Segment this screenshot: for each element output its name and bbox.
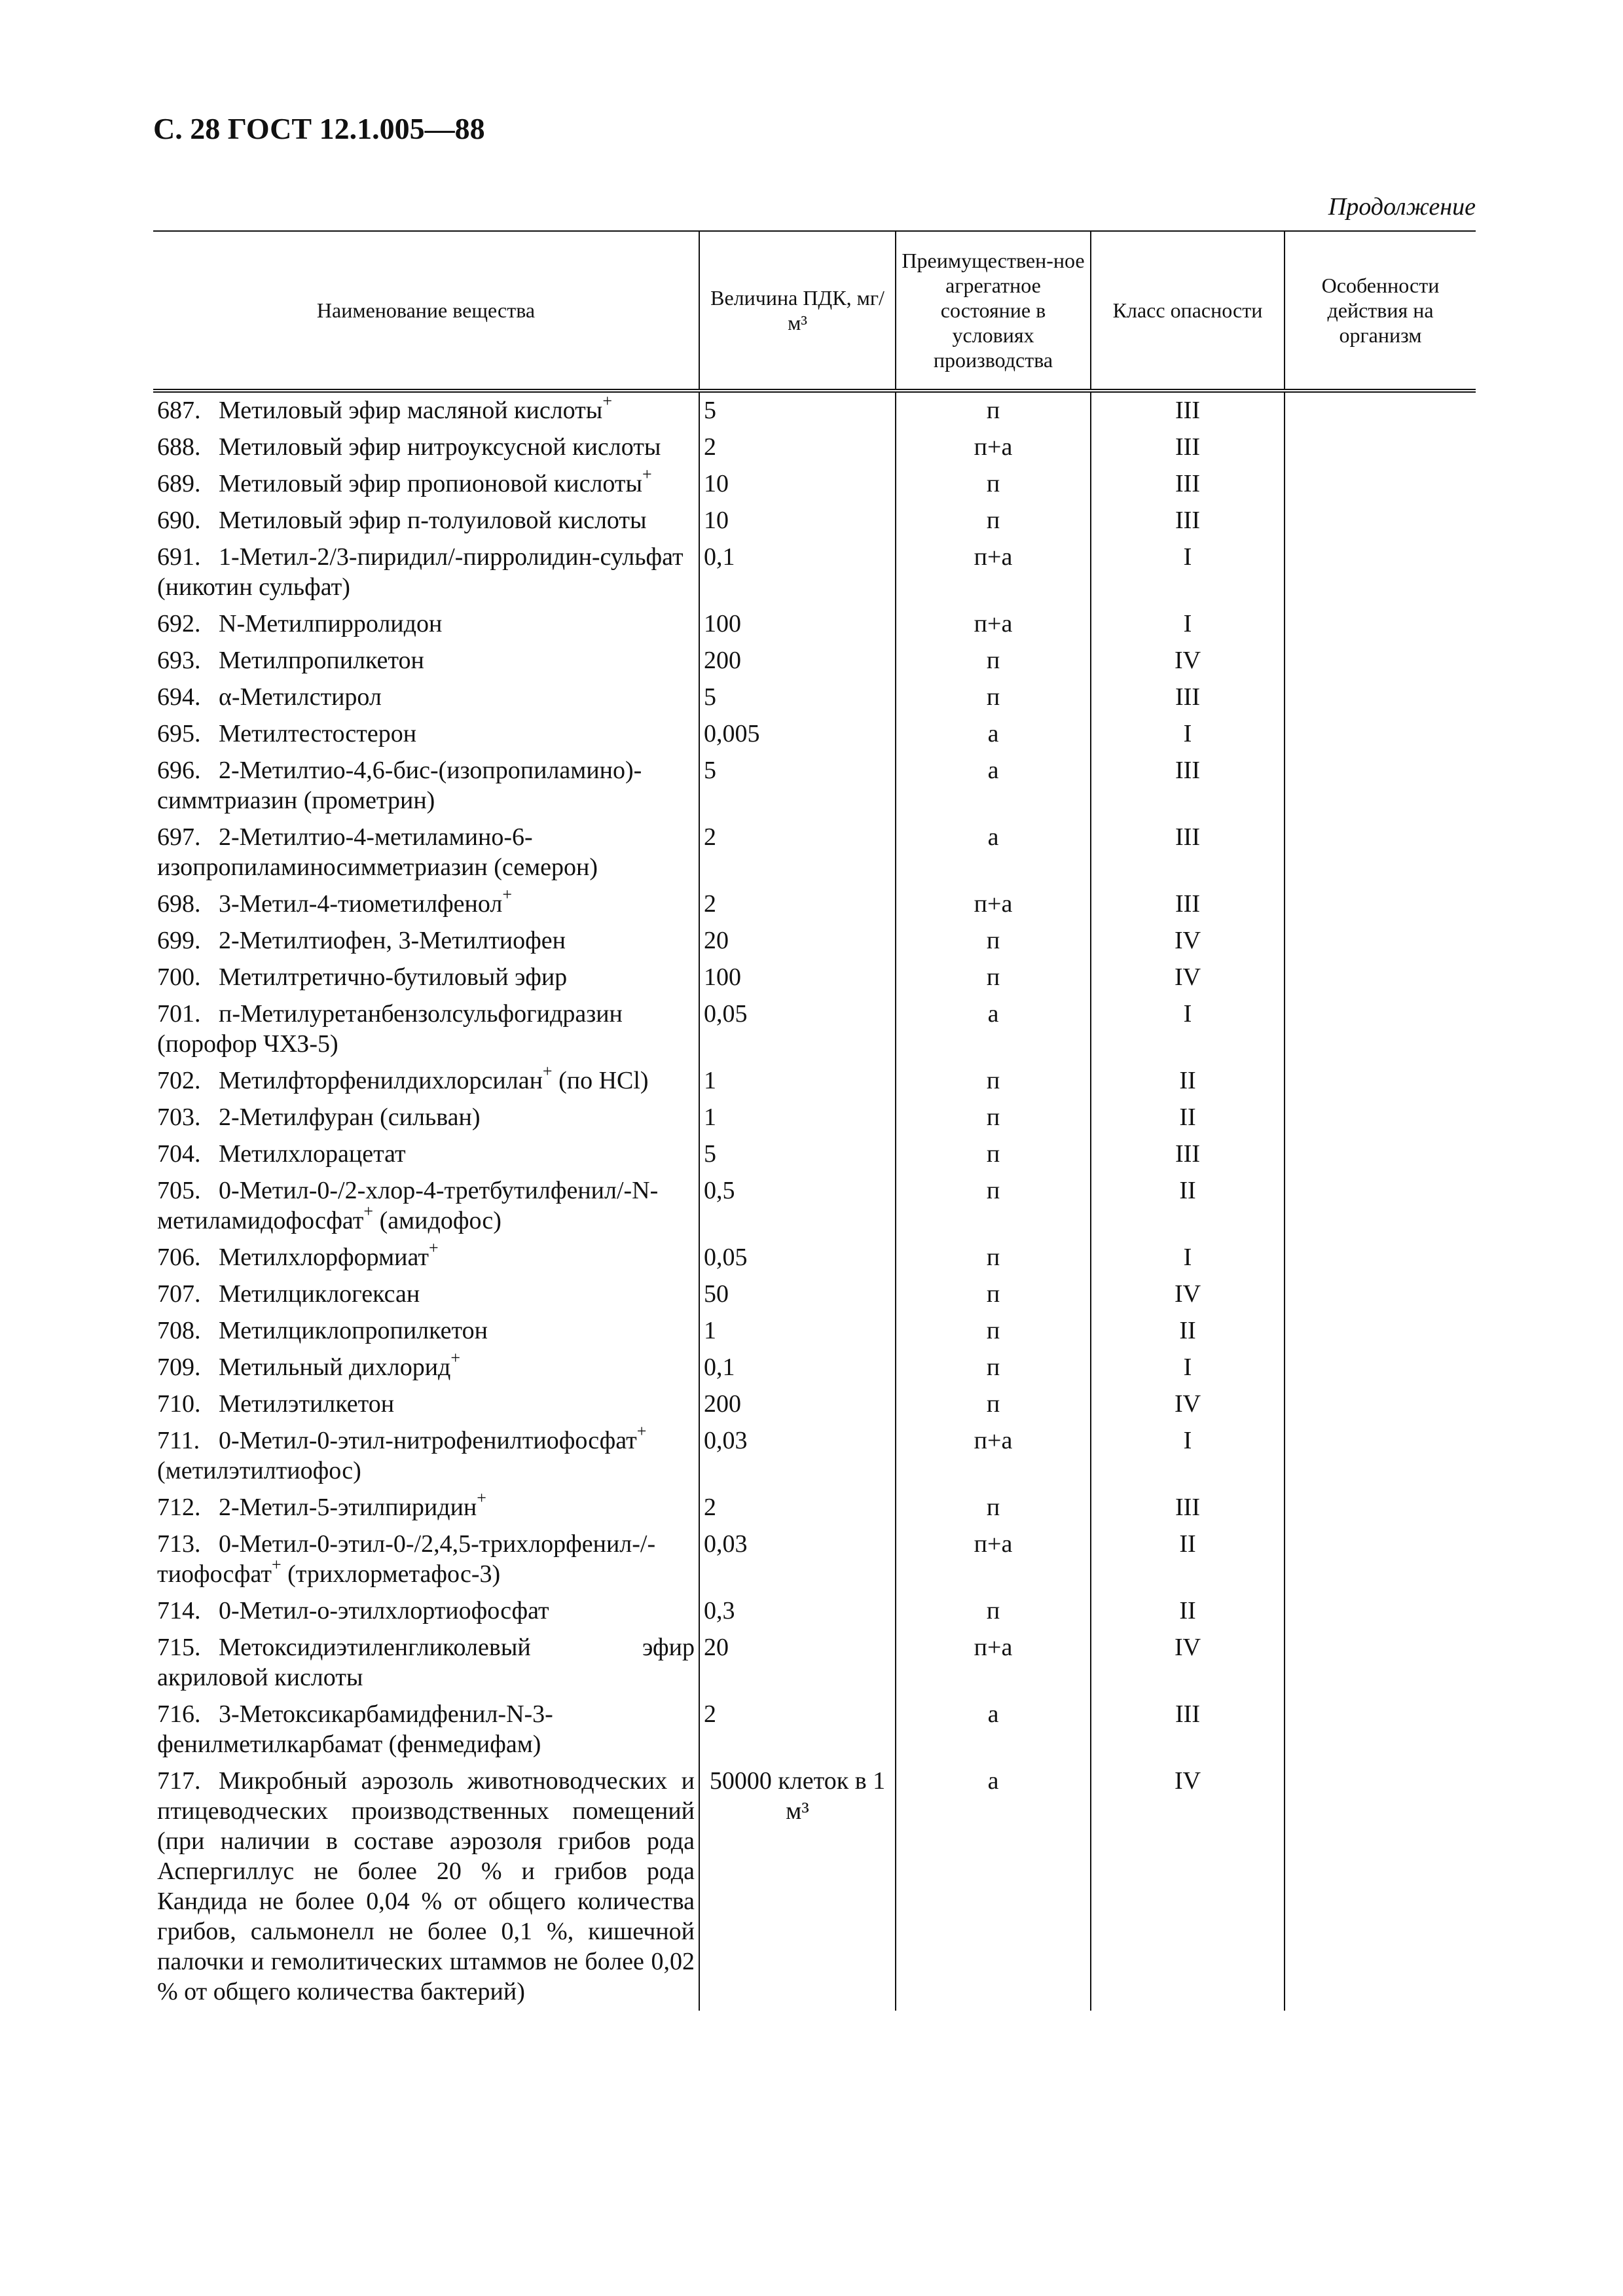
aggregate-state: п <box>896 1173 1091 1240</box>
pdk-value: 100 <box>699 606 896 643</box>
table-row <box>153 960 1476 996</box>
substance-name-cell <box>153 1630 699 1696</box>
continuation-label: Продолжение <box>1328 193 1476 221</box>
aggregate-state: п+а <box>896 1423 1091 1490</box>
aggregate-state: п <box>896 679 1091 716</box>
substance-name-cell <box>153 1593 699 1630</box>
hazard-class: IV <box>1091 1276 1285 1313</box>
hazard-class: I <box>1091 606 1285 643</box>
pdk-value: 0,1 <box>699 539 896 606</box>
pdk-value: 0,03 <box>699 1526 896 1593</box>
table-header-row <box>153 231 1476 391</box>
row-number: 691. <box>157 543 201 571</box>
effect-cell <box>1285 1240 1476 1276</box>
effect-cell <box>1285 606 1476 643</box>
aggregate-state: п <box>896 391 1091 429</box>
col-header-effect: Особенности действия на организм <box>1285 231 1476 391</box>
superscript-mark: + <box>450 1348 461 1368</box>
table-row <box>153 1240 1476 1276</box>
hazard-class: II <box>1091 1526 1285 1593</box>
hazard-class: III <box>1091 1136 1285 1173</box>
table-row <box>153 753 1476 819</box>
superscript-mark: + <box>363 1202 374 1221</box>
substance-name: Метиловый эфир масляной кислоты <box>219 397 603 424</box>
substance-name-cell <box>153 429 699 466</box>
substance-name-cell <box>153 1526 699 1593</box>
substance-name: Метилциклопропилкетон <box>219 1317 488 1344</box>
hazard-class: III <box>1091 1696 1285 1763</box>
substance-name: 0-Метил-0-/2-хлор-4-третбутилфенил/-N-метиламидофосфат <box>157 1177 659 1234</box>
table-row <box>153 1173 1476 1240</box>
row-number: 708. <box>157 1317 201 1344</box>
aggregate-state: а <box>896 716 1091 753</box>
row-number: 698. <box>157 890 201 918</box>
substance-name: α-Метилстирол <box>219 683 382 711</box>
substance-name-cell <box>153 1423 699 1490</box>
pdk-value: 200 <box>699 643 896 679</box>
pdk-value: 5 <box>699 1136 896 1173</box>
aggregate-state: п <box>896 503 1091 539</box>
table-row <box>153 1593 1476 1630</box>
pdk-value: 200 <box>699 1386 896 1423</box>
substance-name-cell <box>153 1100 699 1136</box>
row-number: 688. <box>157 433 201 461</box>
pdk-value: 0,005 <box>699 716 896 753</box>
effect-cell <box>1285 1136 1476 1173</box>
table-row <box>153 1490 1476 1526</box>
row-number: 707. <box>157 1280 201 1308</box>
substance-name-cell <box>153 1313 699 1350</box>
row-number: 713. <box>157 1530 201 1558</box>
substance-name: Микробный аэрозоль животноводческих и птицеводческих производственных помещений (при наличии в составе аэрозоля грибов рода Аспергиллус не более 20 % и грибов рода Кандида не более 0,04 % от общего количества грибов, сальмонелл не более 0,1 %, кишечной палочки и гемолитических штаммов не более 0,02 % от общего количества бактерий) <box>157 1767 695 2005</box>
hazard-class: IV <box>1091 1386 1285 1423</box>
effect-cell <box>1285 1490 1476 1526</box>
row-number: 687. <box>157 397 201 424</box>
aggregate-state: п <box>896 1593 1091 1630</box>
substance-name: N-Метилпирролидон <box>219 610 443 637</box>
col-header-name: Наименование вещества <box>153 231 699 391</box>
substance-name: 0-Метил-о-этилхлортиофосфат <box>219 1597 549 1624</box>
effect-cell <box>1285 1386 1476 1423</box>
pdk-value: 1 <box>699 1100 896 1136</box>
superscript-mark: + <box>271 1555 282 1575</box>
hazard-class: III <box>1091 753 1285 819</box>
substance-name-cell <box>153 960 699 996</box>
effect-cell <box>1285 753 1476 819</box>
hazard-class: I <box>1091 1423 1285 1490</box>
substance-name-tail: (амидофос) <box>373 1207 501 1234</box>
row-number: 706. <box>157 1244 201 1271</box>
effect-cell <box>1285 1100 1476 1136</box>
substance-name: 0-Метил-0-этил-0-/2,4,5-трихлорфенил-/-тиофосфат <box>157 1530 656 1588</box>
table-row <box>153 819 1476 886</box>
pdk-value: 2 <box>699 886 896 923</box>
substance-name: 2-Метилтиофен, 3-Метилтиофен <box>219 927 566 954</box>
pdk-value: 0,1 <box>699 1350 896 1386</box>
row-number: 696. <box>157 757 201 784</box>
row-number: 714. <box>157 1597 201 1624</box>
effect-cell <box>1285 503 1476 539</box>
effect-cell <box>1285 1313 1476 1350</box>
aggregate-state: п <box>896 466 1091 503</box>
substance-name-cell <box>153 606 699 643</box>
substance-name: Метоксидиэтиленгликолевый эфир акриловой кислоты <box>157 1634 695 1691</box>
hazard-class: III <box>1091 466 1285 503</box>
row-number: 690. <box>157 507 201 534</box>
hazard-class: IV <box>1091 1763 1285 2011</box>
substance-name-cell <box>153 886 699 923</box>
effect-cell <box>1285 819 1476 886</box>
table-row <box>153 1526 1476 1593</box>
effect-cell <box>1285 1423 1476 1490</box>
hazard-class: IV <box>1091 923 1285 960</box>
hazard-class: III <box>1091 679 1285 716</box>
substance-name: 1-Метил-2/3-пиридил/-пирролидин-сульфат (никотин сульфат) <box>157 543 684 601</box>
substance-name-cell <box>153 503 699 539</box>
effect-cell <box>1285 679 1476 716</box>
table-row <box>153 1276 1476 1313</box>
effect-cell <box>1285 643 1476 679</box>
pdk-value: 10 <box>699 466 896 503</box>
row-number: 705. <box>157 1177 201 1204</box>
pdk-value: 1 <box>699 1313 896 1350</box>
table-row <box>153 886 1476 923</box>
aggregate-state: п <box>896 1386 1091 1423</box>
effect-cell <box>1285 1063 1476 1100</box>
substance-name-cell <box>153 1763 699 2011</box>
pdk-value: 1 <box>699 1063 896 1100</box>
substance-name: Метилциклогексан <box>219 1280 420 1308</box>
substance-name: Метильный дихлорид <box>219 1354 451 1381</box>
row-number: 702. <box>157 1067 201 1094</box>
aggregate-state: п <box>896 960 1091 996</box>
effect-cell <box>1285 1593 1476 1630</box>
table-row <box>153 996 1476 1063</box>
pdk-value: 50 <box>699 1276 896 1313</box>
hazard-class: III <box>1091 429 1285 466</box>
effect-cell <box>1285 1173 1476 1240</box>
hazard-class: II <box>1091 1173 1285 1240</box>
table-row <box>153 1136 1476 1173</box>
pdk-value: 5 <box>699 391 896 429</box>
substance-name-cell <box>153 1696 699 1763</box>
pdk-value: 100 <box>699 960 896 996</box>
aggregate-state: п <box>896 1276 1091 1313</box>
substance-name: 2-Метилтио-4,6-бис-(изопропиламино)-симмтриазин (прометрин) <box>157 757 642 814</box>
substance-name-cell <box>153 1240 699 1276</box>
aggregate-state: п <box>896 1313 1091 1350</box>
aggregate-state: п+а <box>896 606 1091 643</box>
pdk-value: 0,5 <box>699 1173 896 1240</box>
superscript-mark: + <box>477 1488 486 1508</box>
substance-name-tail: (по HCl) <box>552 1067 649 1094</box>
aggregate-state: п+а <box>896 539 1091 606</box>
effect-cell <box>1285 1630 1476 1696</box>
superscript-mark: + <box>636 1422 647 1441</box>
table-row <box>153 923 1476 960</box>
hazard-class: IV <box>1091 643 1285 679</box>
aggregate-state: п <box>896 923 1091 960</box>
substance-name-cell <box>153 1173 699 1240</box>
superscript-mark: + <box>602 391 612 411</box>
substances-table <box>153 230 1476 2011</box>
effect-cell <box>1285 716 1476 753</box>
substance-name: Метилпропилкетон <box>219 647 424 674</box>
table-row <box>153 643 1476 679</box>
row-number: 710. <box>157 1390 201 1418</box>
effect-cell <box>1285 429 1476 466</box>
aggregate-state: п <box>896 1350 1091 1386</box>
pdk-value: 5 <box>699 753 896 819</box>
table-body <box>153 391 1476 2011</box>
effect-cell <box>1285 1350 1476 1386</box>
substance-name: 0-Метил-0-этил-нитрофенилтиофосфат <box>219 1427 637 1454</box>
table-row <box>153 1313 1476 1350</box>
aggregate-state: п <box>896 1136 1091 1173</box>
substance-name-cell <box>153 1350 699 1386</box>
substance-name: Метилэтилкетон <box>219 1390 395 1418</box>
hazard-class: I <box>1091 1350 1285 1386</box>
aggregate-state: п <box>896 1063 1091 1100</box>
substance-name: Метилтретично-бутиловый эфир <box>219 963 568 991</box>
pdk-value: 50000 клеток в 1 м³ <box>699 1763 896 2011</box>
substance-name: 3-Метоксикарбамидфенил-N-3-фенилметилкарбамат (фенмедифам) <box>157 1700 553 1758</box>
hazard-class: III <box>1091 886 1285 923</box>
row-number: 703. <box>157 1103 201 1131</box>
hazard-class: I <box>1091 716 1285 753</box>
table-row <box>153 1763 1476 2011</box>
substance-name: Метилфторфенилдихлорсилан <box>219 1067 543 1094</box>
aggregate-state: а <box>896 753 1091 819</box>
row-number: 697. <box>157 823 201 851</box>
table-row <box>153 503 1476 539</box>
hazard-class: III <box>1091 503 1285 539</box>
substance-name-cell <box>153 1063 699 1100</box>
row-number: 689. <box>157 470 201 497</box>
row-number: 695. <box>157 720 201 747</box>
row-number: 694. <box>157 683 201 711</box>
table-row <box>153 716 1476 753</box>
table-row <box>153 1100 1476 1136</box>
aggregate-state: а <box>896 1696 1091 1763</box>
substance-name-cell <box>153 466 699 503</box>
substance-name-cell <box>153 643 699 679</box>
table-row <box>153 391 1476 429</box>
effect-cell <box>1285 996 1476 1063</box>
pdk-value: 0,3 <box>699 1593 896 1630</box>
col-header-pdk: Величина ПДК, мг/м³ <box>699 231 896 391</box>
substance-name-cell <box>153 1490 699 1526</box>
substance-name-tail: (трихлорметафос-3) <box>281 1560 501 1588</box>
col-header-state: Преимуществен-ное агрегатное состояние в условиях производства <box>896 231 1091 391</box>
col-header-class: Класс опасности <box>1091 231 1285 391</box>
row-number: 700. <box>157 963 201 991</box>
substance-name-cell <box>153 753 699 819</box>
substance-name-cell <box>153 1276 699 1313</box>
hazard-class: II <box>1091 1063 1285 1100</box>
hazard-class: III <box>1091 819 1285 886</box>
effect-cell <box>1285 1526 1476 1593</box>
pdk-value: 0,03 <box>699 1423 896 1490</box>
table-row <box>153 1423 1476 1490</box>
aggregate-state: п+а <box>896 1630 1091 1696</box>
aggregate-state: п <box>896 643 1091 679</box>
substance-name: Метилтестостерон <box>219 720 417 747</box>
effect-cell <box>1285 391 1476 429</box>
hazard-class: II <box>1091 1593 1285 1630</box>
hazard-class: II <box>1091 1313 1285 1350</box>
table-row <box>153 606 1476 643</box>
page-header: С. 28 ГОСТ 12.1.005—88 <box>153 112 485 145</box>
effect-cell <box>1285 960 1476 996</box>
aggregate-state: п <box>896 1490 1091 1526</box>
substance-name: Метилхлорформиат <box>219 1244 429 1271</box>
effect-cell <box>1285 466 1476 503</box>
substance-name-cell <box>153 1136 699 1173</box>
table-row <box>153 679 1476 716</box>
hazard-class: I <box>1091 996 1285 1063</box>
substance-name-cell <box>153 391 699 429</box>
substance-name-cell <box>153 996 699 1063</box>
aggregate-state: п+а <box>896 429 1091 466</box>
hazard-class: IV <box>1091 960 1285 996</box>
row-number: 693. <box>157 647 201 674</box>
row-number: 717. <box>157 1767 201 1795</box>
substance-name-cell <box>153 716 699 753</box>
pdk-value: 2 <box>699 819 896 886</box>
row-number: 709. <box>157 1354 201 1381</box>
substance-name: Метиловый эфир п-толуиловой кислоты <box>219 507 647 534</box>
row-number: 699. <box>157 927 201 954</box>
table-row <box>153 1630 1476 1696</box>
table-row <box>153 1350 1476 1386</box>
pdk-value: 20 <box>699 1630 896 1696</box>
hazard-class: I <box>1091 1240 1285 1276</box>
effect-cell <box>1285 539 1476 606</box>
substance-name-cell <box>153 539 699 606</box>
table-row <box>153 1386 1476 1423</box>
pdk-value: 20 <box>699 923 896 960</box>
substance-name-tail: (метилэтилтиофос) <box>157 1457 361 1484</box>
hazard-class: II <box>1091 1100 1285 1136</box>
substance-name-cell <box>153 819 699 886</box>
aggregate-state: п <box>896 1100 1091 1136</box>
pdk-value: 0,05 <box>699 996 896 1063</box>
effect-cell <box>1285 886 1476 923</box>
table-row <box>153 466 1476 503</box>
substance-name-cell <box>153 679 699 716</box>
substance-name: 2-Метилтио-4-метиламино-6-изопропиламиносимметриазин (семерон) <box>157 823 598 881</box>
row-number: 692. <box>157 610 201 637</box>
substance-name: Метиловый эфир нитроуксусной кислоты <box>219 433 661 461</box>
hazard-class: IV <box>1091 1630 1285 1696</box>
row-number: 715. <box>157 1634 201 1661</box>
row-number: 701. <box>157 1000 201 1028</box>
superscript-mark: + <box>542 1062 553 1081</box>
pdk-value: 2 <box>699 429 896 466</box>
table-row <box>153 1696 1476 1763</box>
substance-name: Метиловый эфир пропионовой кислоты <box>219 470 643 497</box>
pdk-value: 5 <box>699 679 896 716</box>
row-number: 712. <box>157 1494 201 1521</box>
pdk-value: 10 <box>699 503 896 539</box>
table-row <box>153 539 1476 606</box>
pdk-value: 2 <box>699 1490 896 1526</box>
pdk-value: 0,05 <box>699 1240 896 1276</box>
row-number: 711. <box>157 1427 200 1454</box>
substance-name: 2-Метилфуран (сильван) <box>219 1103 481 1131</box>
aggregate-state: а <box>896 819 1091 886</box>
hazard-class: I <box>1091 539 1285 606</box>
substance-name: 2-Метил-5-этилпиридин <box>219 1494 477 1521</box>
pdk-value: 2 <box>699 1696 896 1763</box>
hazard-class: III <box>1091 391 1285 429</box>
effect-cell <box>1285 1276 1476 1313</box>
aggregate-state: п+а <box>896 1526 1091 1593</box>
superscript-mark: + <box>502 885 513 905</box>
effect-cell <box>1285 1763 1476 2011</box>
hazard-class: III <box>1091 1490 1285 1526</box>
table-row <box>153 1063 1476 1100</box>
row-number: 716. <box>157 1700 201 1728</box>
superscript-mark: + <box>428 1238 439 1258</box>
substance-name: Метилхлорацетат <box>219 1140 406 1168</box>
aggregate-state: п+а <box>896 886 1091 923</box>
effect-cell <box>1285 923 1476 960</box>
effect-cell <box>1285 1696 1476 1763</box>
row-number: 704. <box>157 1140 201 1168</box>
aggregate-state: п <box>896 1240 1091 1276</box>
superscript-mark: + <box>642 465 652 484</box>
substance-name-cell <box>153 1386 699 1423</box>
substance-name: 3-Метил-4-тиометилфенол <box>219 890 503 918</box>
table-row <box>153 429 1476 466</box>
aggregate-state: а <box>896 996 1091 1063</box>
substance-name-cell <box>153 923 699 960</box>
aggregate-state: а <box>896 1763 1091 2011</box>
substance-name: п-Метилуретанбензолсульфогидразин (порофор ЧХЗ-5) <box>157 1000 623 1058</box>
